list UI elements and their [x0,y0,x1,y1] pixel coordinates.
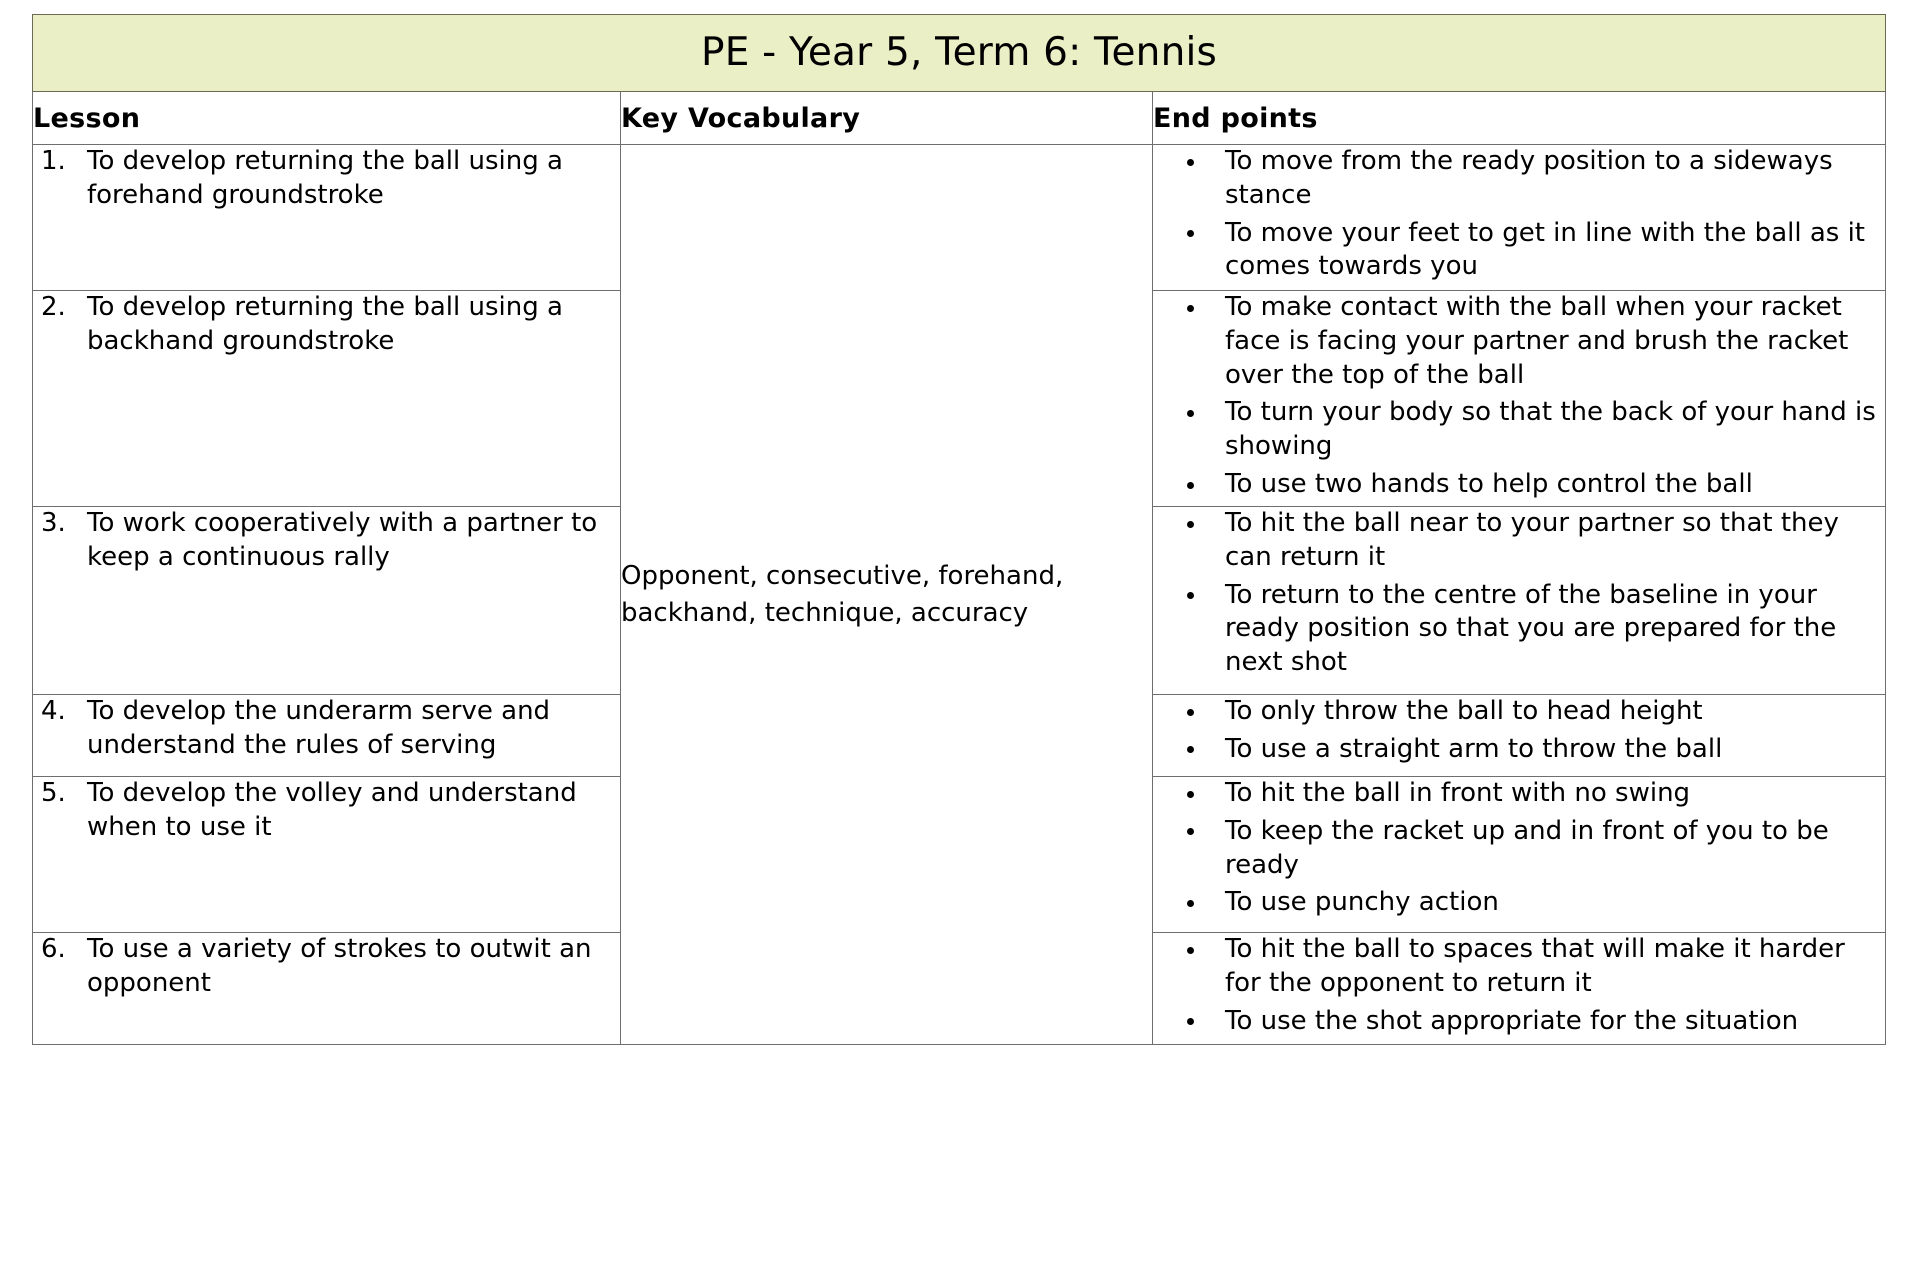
endpoint-item [1153,291,1885,392]
endpoint-item [1153,217,1885,285]
lesson-cell-4 [33,695,621,777]
endpoint-text: To use the shot appropriate for the situation [1225,1005,1799,1036]
table-row [33,145,1886,291]
key-vocabulary-text: Opponent, consecutive, forehand, backhand, technique, accuracy [621,560,1064,628]
endpoints-list-6 [1153,933,1885,1038]
bullet-icon [1187,521,1194,528]
lesson-number-3: 3. [41,508,66,538]
endpoints-list-5 [1153,777,1885,920]
lesson-cell-6 [33,933,621,1045]
lesson-text-1: To develop returning the ball using a forehand groundstroke [87,146,563,210]
bullet-icon [1187,947,1194,954]
lesson-cell-1 [33,145,621,291]
lesson-text-5: To develop the volley and understand when to use it [87,778,577,842]
endpoints-cell-6 [1153,933,1886,1045]
endpoint-text: To move from the ready position to a sideways stance [1225,146,1833,210]
bullet-icon [1187,1018,1194,1025]
lesson-text-4: To develop the underarm serve and understand the rules of serving [87,696,551,760]
column-header-lesson [33,92,621,145]
lesson-number-2: 2. [41,292,66,322]
endpoint-text: To use punchy action [1225,887,1499,918]
endpoint-item [1153,933,1885,1001]
endpoint-text: To hit the ball to spaces that will make it harder for the opponent to return it [1225,934,1845,998]
endpoint-text: To return to the centre of the baseline in your ready position so that you are prepared for the next shot [1225,579,1837,678]
endpoints-list-3 [1153,507,1885,680]
endpoint-text: To use a straight arm to throw the ball [1225,733,1723,764]
lesson-text-6: To use a variety of strokes to outwit an opponent [87,934,592,998]
bullet-icon [1187,791,1194,798]
endpoint-item [1153,145,1885,213]
key-vocabulary-cell [621,145,1153,1045]
title-cell [33,15,1886,92]
endpoint-item [1153,468,1885,502]
endpoints-cell-4 [1153,695,1886,777]
endpoints-list-1 [1153,145,1885,284]
bullet-icon [1187,828,1194,835]
bullet-icon [1187,305,1194,312]
lesson-number-1: 1. [41,146,66,176]
endpoint-text: To move your feet to get in line with the ball as it comes towards you [1225,217,1865,282]
endpoint-item [1153,396,1885,464]
title-row [33,15,1886,92]
column-header-endpoints [1153,92,1886,145]
endpoints-list-4 [1153,695,1885,767]
endpoints-cell-5 [1153,777,1886,933]
bullet-icon [1187,230,1194,237]
endpoint-text: To only throw the ball to head height [1225,696,1703,726]
endpoints-cell-3 [1153,507,1886,695]
page-title: PE - Year 5, Term 6: Tennis [700,29,1218,75]
lesson-cell-3 [33,507,621,695]
endpoint-item [1153,507,1885,575]
endpoint-text: To make contact with the ball when your racket face is facing your partner and brush the racket over the top of the ball [1225,292,1849,390]
lesson-cell-5 [33,777,621,933]
endpoint-text: To turn your body so that the back of your hand is showing [1225,397,1876,462]
curriculum-table [32,14,1886,1045]
lesson-number-5: 5. [41,778,66,808]
column-header-vocabulary [621,92,1153,145]
lesson-number-4: 4. [41,696,66,726]
column-header-row [33,92,1886,145]
column-header-vocabulary-label: Key Vocabulary [621,102,861,134]
endpoints-cell-2 [1153,291,1886,507]
bullet-icon [1187,482,1194,489]
endpoint-item [1153,815,1885,883]
lesson-text-3: To work cooperatively with a partner to keep a continuous rally [87,508,598,572]
endpoint-item [1153,777,1885,811]
endpoint-text: To hit the ball near to your partner so that they can return it [1225,508,1839,572]
lesson-number-6: 6. [41,934,66,964]
endpoint-item [1153,733,1885,767]
bullet-icon [1187,159,1194,166]
bullet-icon [1187,900,1194,907]
lesson-text-2: To develop returning the ball using a backhand groundstroke [87,292,563,356]
endpoints-cell-1 [1153,145,1886,291]
endpoint-text: To use two hands to help control the ball [1225,468,1753,499]
endpoint-item [1153,886,1885,920]
bullet-icon [1187,410,1194,417]
column-header-endpoints-label: End points [1153,102,1318,134]
endpoint-text: To hit the ball in front with no swing [1225,778,1691,808]
lesson-cell-2 [33,291,621,507]
bullet-icon [1187,592,1194,599]
endpoint-item [1153,579,1885,680]
bullet-icon [1187,746,1194,753]
endpoint-item [1153,1005,1885,1039]
endpoints-list-2 [1153,291,1885,502]
endpoint-item [1153,695,1885,729]
bullet-icon [1187,709,1194,716]
column-header-lesson-label: Lesson [33,102,141,134]
endpoint-text: To keep the racket up and in front of you to be ready [1225,815,1829,880]
